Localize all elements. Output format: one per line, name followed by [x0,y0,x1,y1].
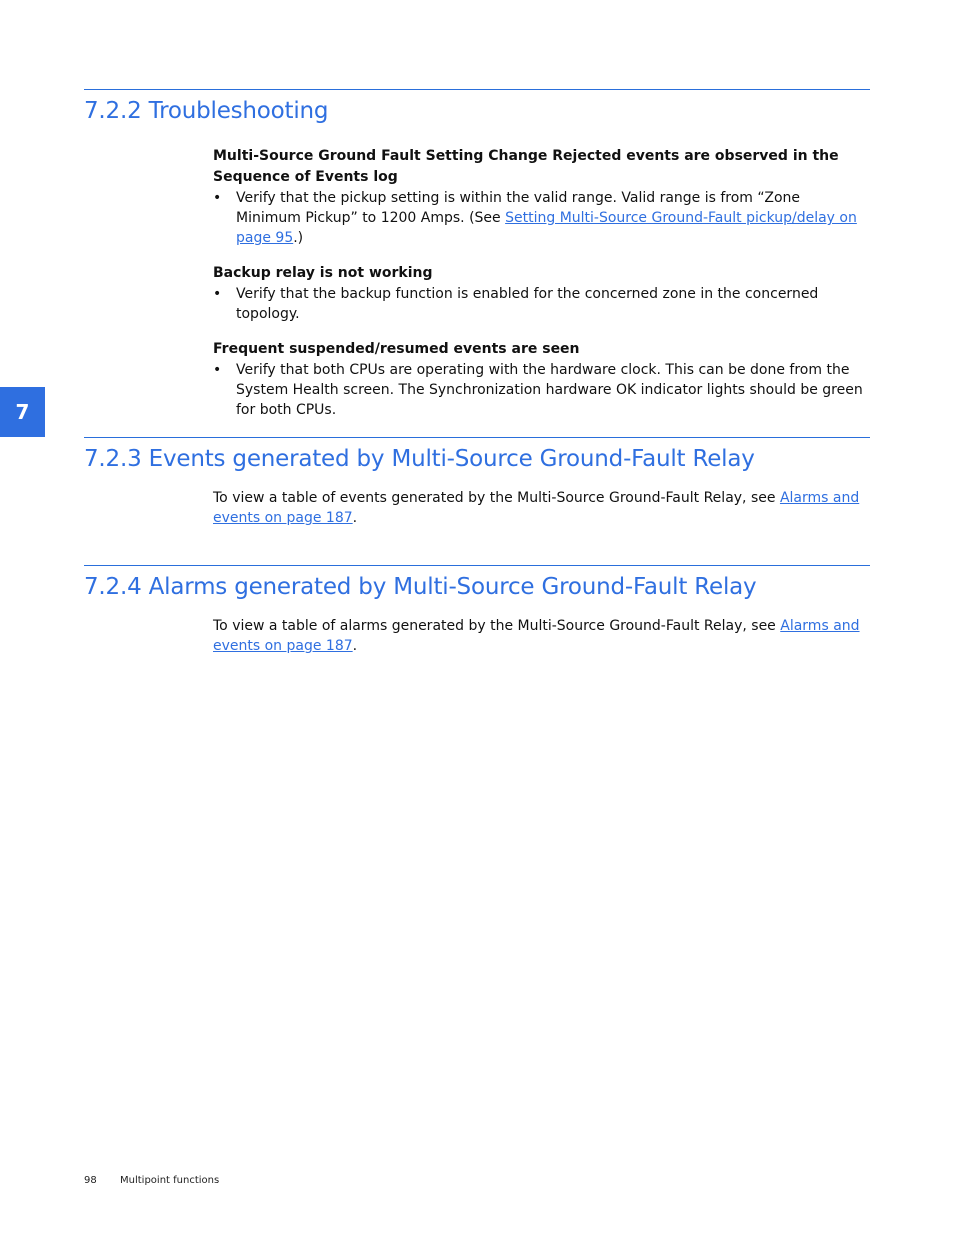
bullet-text: Verify that both CPUs are operating with the hardware clock. This can be done from the System Health screen. The Synchronization hardware OK indicator lights should be green for both CPUs. [236,362,863,418]
chapter-tab: 7 [0,387,45,437]
alarms-text: To view a table of alarms generated by the Multi-Source Ground-Fault Relay, see [213,618,781,634]
section-rule-724 [84,565,870,566]
issue-bullet-backup-relay [213,284,869,324]
events-paragraph [213,488,869,528]
events-text-end: . [352,510,358,526]
footer-page-number: 98 [84,1175,97,1186]
bullet-marker: • [213,190,222,206]
issue-heading-suspended-events: Frequent suspended/resumed events are seen [213,341,580,357]
bullet-marker: • [213,362,222,378]
bullet-text: Verify that the pickup setting is within the valid range. Valid range is from “Zone Minimum Pickup” to 1200 Amps. (See [236,190,801,226]
section-rule-722 [84,89,870,90]
issue-bullet-suspended-events [213,360,869,420]
link-pickup-delay-page-95[interactable]: Setting Multi-Source Ground-Fault pickup/delay on page 95 [236,210,857,246]
alarms-text-end: . [352,638,358,654]
events-text: To view a table of events generated by the Multi-Source Ground-Fault Relay, see [213,490,780,506]
link-alarms-events-page-187[interactable]: Alarms and events on page 187 [213,490,860,526]
alarms-paragraph [213,616,869,656]
section-rule-723 [84,437,870,438]
alarms-block [213,616,869,656]
issue-heading-backup-relay: Backup relay is not working [213,265,433,281]
link-alarms-events-page-187[interactable]: Alarms and events on page 187 [213,618,860,654]
issue-bullet-setting-rejected [213,188,869,248]
section-title-723: 7.2.3 Events generated by Multi-Source Ground-Fault Relay [84,446,755,472]
footer-section-name: Multipoint functions [120,1175,220,1186]
section-title-724: 7.2.4 Alarms generated by Multi-Source Ground-Fault Relay [84,574,757,600]
troubleshooting-block [213,146,869,420]
bullet-text-end: .) [293,230,304,246]
bullet-text: Verify that the backup function is enabled for the concerned zone in the concerned topology. [236,286,819,322]
events-block [213,488,869,528]
section-title-722: 7.2.2 Troubleshooting [84,98,329,124]
issue-heading-setting-rejected: Multi-Source Ground Fault Setting Change Rejected events are observed in the Sequence of Events log [213,148,839,185]
bullet-marker: • [213,286,222,302]
